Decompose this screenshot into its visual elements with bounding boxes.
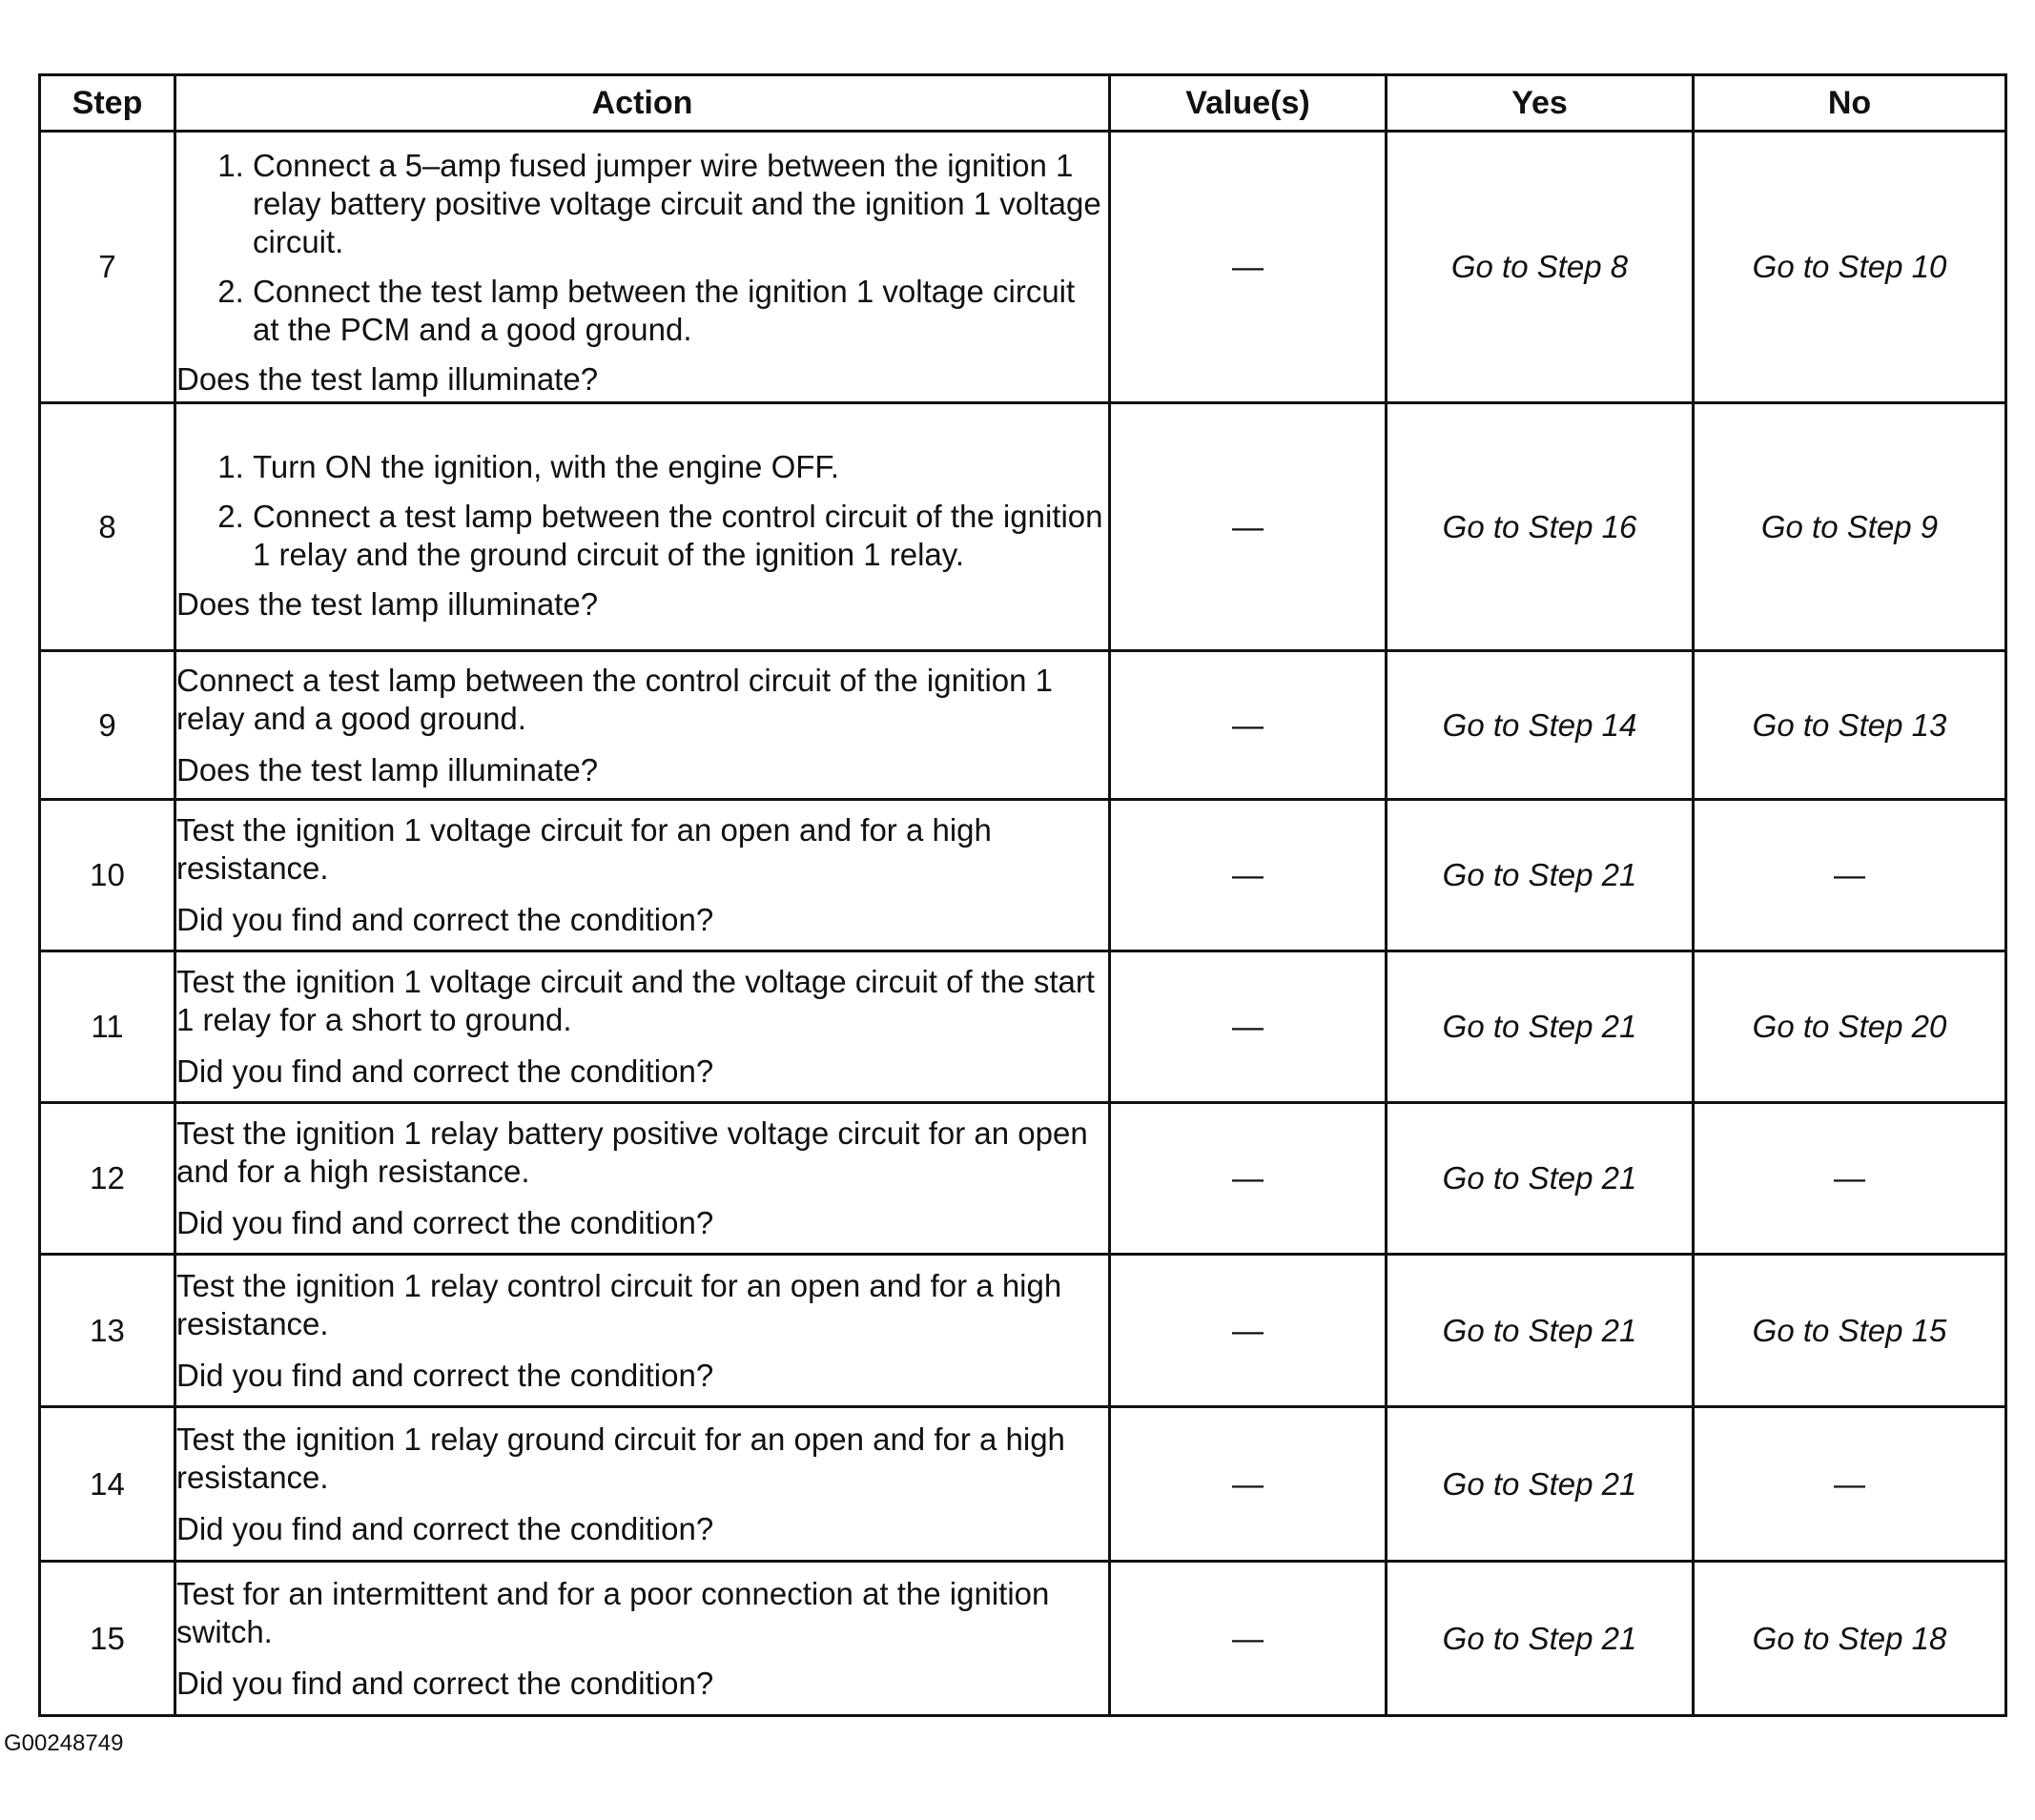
action-description: Test the ignition 1 relay ground circuit for an open and for a high resistance. (176, 1421, 1065, 1495)
table-row (40, 1255, 2006, 1407)
step-number: 11 (40, 951, 175, 1103)
table-row (40, 1407, 2006, 1562)
table-row (40, 403, 2006, 651)
step-number: 7 (40, 132, 175, 403)
no-link: Go to Step 10 (1694, 132, 2006, 403)
step-number: 14 (40, 1407, 175, 1562)
action-cell (175, 132, 1110, 403)
value-cell: — (1110, 951, 1387, 1103)
value-cell: — (1110, 651, 1387, 800)
yes-link: Go to Step 8 (1387, 132, 1694, 403)
question-text: Did you find and correct the condition? (176, 1510, 714, 1546)
step-number: 13 (40, 1255, 175, 1407)
action-description: Test the ignition 1 voltage circuit for an open and for a high resistance. (176, 812, 992, 886)
value-cell: — (1110, 132, 1387, 403)
action-description: Test the ignition 1 relay battery positive voltage circuit for an open and for a high resistance. (176, 1115, 1088, 1189)
action-description: Connect a test lamp between the control circuit of the ignition 1 relay and a good ground. (176, 662, 1054, 736)
action-cell (175, 1562, 1110, 1716)
substep-list (176, 448, 1108, 574)
action-cell (175, 951, 1110, 1103)
yes-link: Go to Step 21 (1387, 800, 1694, 951)
action-description: Test for an intermittent and for a poor connection at the ignition switch. (176, 1575, 1050, 1649)
value-cell: — (1110, 1407, 1387, 1562)
question-text: Does the test lamp illuminate? (176, 585, 599, 622)
action-cell (175, 800, 1110, 951)
yes-link: Go to Step 21 (1387, 951, 1694, 1103)
substep: 2. Connect the test lamp between the ignition 1 voltage circuit at the PCM and a good ground. (253, 273, 1108, 349)
question-text: Did you find and correct the condition? (176, 1665, 714, 1701)
question-text: Did you find and correct the condition? (176, 1053, 714, 1089)
figure-id: G00248749 (4, 1730, 124, 1756)
header-yes: Yes (1387, 75, 1694, 132)
action-cell (175, 403, 1110, 651)
question-text: Does the test lamp illuminate? (176, 751, 599, 787)
yes-link: Go to Step 21 (1387, 1255, 1694, 1407)
step-number: 12 (40, 1103, 175, 1255)
table-row (40, 1103, 2006, 1255)
substep: 1. Connect a 5–amp fused jumper wire between the ignition 1 relay battery positive voltage circuit and the ignition 1 voltage circuit. (253, 147, 1108, 261)
substep: 2. Connect a test lamp between the control circuit of the ignition 1 relay and the ground circuit of the ignition 1 relay. (253, 498, 1108, 574)
yes-link: Go to Step 21 (1387, 1562, 1694, 1716)
no-link: Go to Step 18 (1694, 1562, 2006, 1716)
step-number: 15 (40, 1562, 175, 1716)
action-cell (175, 1255, 1110, 1407)
header-step: Step (40, 75, 175, 132)
substep: 1. Turn ON the ignition, with the engine OFF. (253, 448, 1108, 486)
action-description: Test the ignition 1 relay control circuit for an open and for a high resistance. (176, 1267, 1062, 1341)
action-cell (175, 651, 1110, 800)
action-cell (175, 1407, 1110, 1562)
header-row (40, 75, 2006, 132)
diagnostic-table (38, 73, 2007, 1717)
value-cell: — (1110, 1562, 1387, 1716)
yes-link: Go to Step 14 (1387, 651, 1694, 800)
substep-list (176, 147, 1108, 349)
step-number: 10 (40, 800, 175, 951)
no-link: — (1694, 1103, 2006, 1255)
action-description: Test the ignition 1 voltage circuit and the voltage circuit of the start 1 relay for a short to ground. (176, 964, 1096, 1037)
table-row (40, 651, 2006, 800)
no-link: — (1694, 1407, 2006, 1562)
no-link: — (1694, 800, 2006, 951)
table-row (40, 132, 2006, 403)
header-no: No (1694, 75, 2006, 132)
value-cell: — (1110, 800, 1387, 951)
question-text: Does the test lamp illuminate? (176, 361, 599, 397)
action-cell (175, 1103, 1110, 1255)
value-cell: — (1110, 403, 1387, 651)
yes-link: Go to Step 21 (1387, 1103, 1694, 1255)
table-row (40, 951, 2006, 1103)
question-text: Did you find and correct the condition? (176, 1205, 714, 1240)
header-action: Action (175, 75, 1110, 132)
question-text: Did you find and correct the condition? (176, 902, 714, 937)
no-link: Go to Step 13 (1694, 651, 2006, 800)
no-link: Go to Step 9 (1694, 403, 2006, 651)
yes-link: Go to Step 21 (1387, 1407, 1694, 1562)
no-link: Go to Step 20 (1694, 951, 2006, 1103)
question-text: Did you find and correct the condition? (176, 1357, 714, 1393)
value-cell: — (1110, 1255, 1387, 1407)
step-number: 8 (40, 403, 175, 651)
table-row (40, 1562, 2006, 1716)
yes-link: Go to Step 16 (1387, 403, 1694, 651)
value-cell: — (1110, 1103, 1387, 1255)
table-row (40, 800, 2006, 951)
step-number: 9 (40, 651, 175, 800)
header-values: Value(s) (1110, 75, 1387, 132)
no-link: Go to Step 15 (1694, 1255, 2006, 1407)
